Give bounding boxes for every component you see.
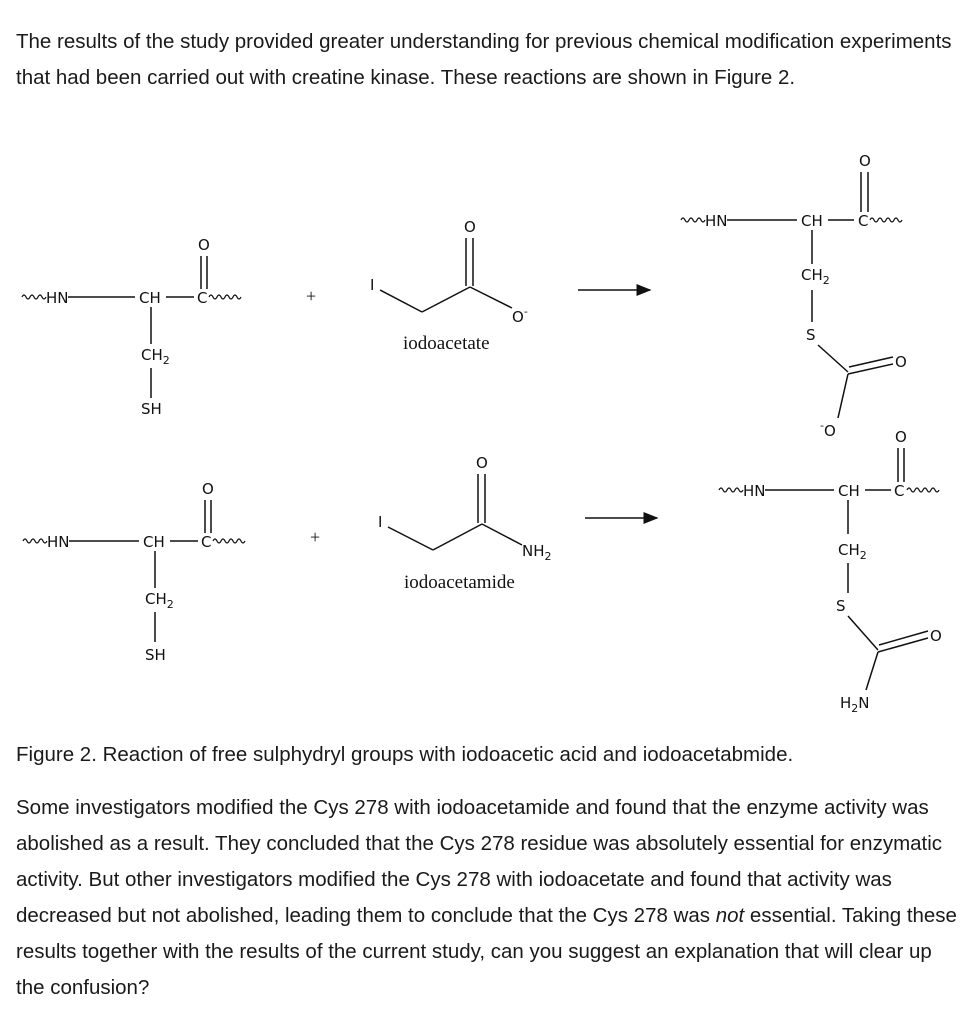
plus-sign: + [306, 286, 317, 306]
wavy-bond-right [907, 488, 939, 492]
atom-sh: SH [145, 646, 166, 664]
atom-hn: HN [705, 212, 728, 230]
wavy-bond-left [22, 295, 46, 299]
reactant-cysteine-1 [22, 236, 241, 418]
atom-ch: CH [139, 289, 161, 307]
wavy-bond-right [209, 295, 241, 299]
atom-o-minus: O- [512, 305, 528, 326]
wavy-bond-left [719, 488, 743, 492]
atom-o: O [930, 627, 942, 645]
atom-s: S [836, 597, 846, 615]
question-text-part2: essential. Taking these results together with the results of the current study, can you suggest an explanation that will clear up the confusion? [16, 904, 957, 999]
atom-ch2: $CH_2$ [801, 266, 830, 287]
atom-o: O [895, 428, 907, 446]
atom-c: C [197, 289, 208, 307]
atom-hn: HN [743, 482, 766, 500]
atom-ch: CH [801, 212, 823, 230]
reaction-figure [0, 140, 975, 730]
atom-c: C [201, 533, 212, 551]
atom-sh: SH [141, 400, 162, 418]
atom-ch2: $CH_2$ [838, 541, 867, 562]
product-carboxamidomethyl-cysteine [719, 428, 942, 715]
wavy-bond-left [23, 539, 47, 543]
atom-c: C [858, 212, 869, 230]
atom-o: O [476, 454, 488, 472]
product-carboxymethyl-cysteine [681, 152, 907, 440]
question-paragraph [16, 790, 961, 1006]
atom-hn: HN [47, 533, 70, 551]
atom-ch: CH [838, 482, 860, 500]
atom-o-minus: -O [820, 419, 836, 440]
atom-o: O [198, 236, 210, 254]
reagent-iodoacetate-structure [370, 218, 528, 326]
reactant-cysteine-2 [23, 480, 245, 664]
atom-o: O [859, 152, 871, 170]
atom-o: O [202, 480, 214, 498]
atom-c: C [894, 482, 905, 500]
atom-o: O [895, 353, 907, 371]
atom-i: I [370, 276, 375, 294]
question-emphasis: not [715, 904, 745, 927]
wavy-bond-right [213, 539, 245, 543]
atom-hn: HN [46, 289, 69, 307]
reagent-label-iodoacetate: iodoacetate [403, 333, 490, 354]
atom-nh2: $NH_2$ [522, 542, 552, 563]
wavy-bond-right [870, 218, 902, 222]
wavy-bond-left [681, 218, 705, 222]
reagent-iodoacetamide-structure [378, 454, 552, 563]
atom-ch2: $CH_2$ [145, 590, 174, 611]
plus-sign: + [310, 527, 321, 547]
atom-i: I [378, 513, 383, 531]
reagent-label-iodoacetamide: iodoacetamide [404, 572, 515, 593]
atom-s: S [806, 326, 816, 344]
figure-caption: Figure 2. Reaction of free sulphydryl groups with iodoacetic acid and iodoacetabmide. [16, 743, 794, 766]
atom-o: O [464, 218, 476, 236]
question-text-part1: Some investigators modified the Cys 278 with iodoacetamide and found that the enzyme activity was abolished as a result. They concluded that the Cys 278 residue was absolutely essential for enzymatic activity. But other investigators modified the Cys 278 with iodoacetate and found that activity was decreased but not abolished, leading them to conclude that the Cys 278 was [16, 796, 943, 927]
intro-paragraph: The results of the study provided greater understanding for previous chemical modification experiments that had been carried out with creatine kinase. These reactions are shown in Figure 2. [16, 30, 952, 89]
atom-ch: CH [143, 533, 165, 551]
atom-ch2: $CH_2$ [141, 346, 170, 367]
atom-h2n: $H_2N$ [840, 694, 870, 715]
